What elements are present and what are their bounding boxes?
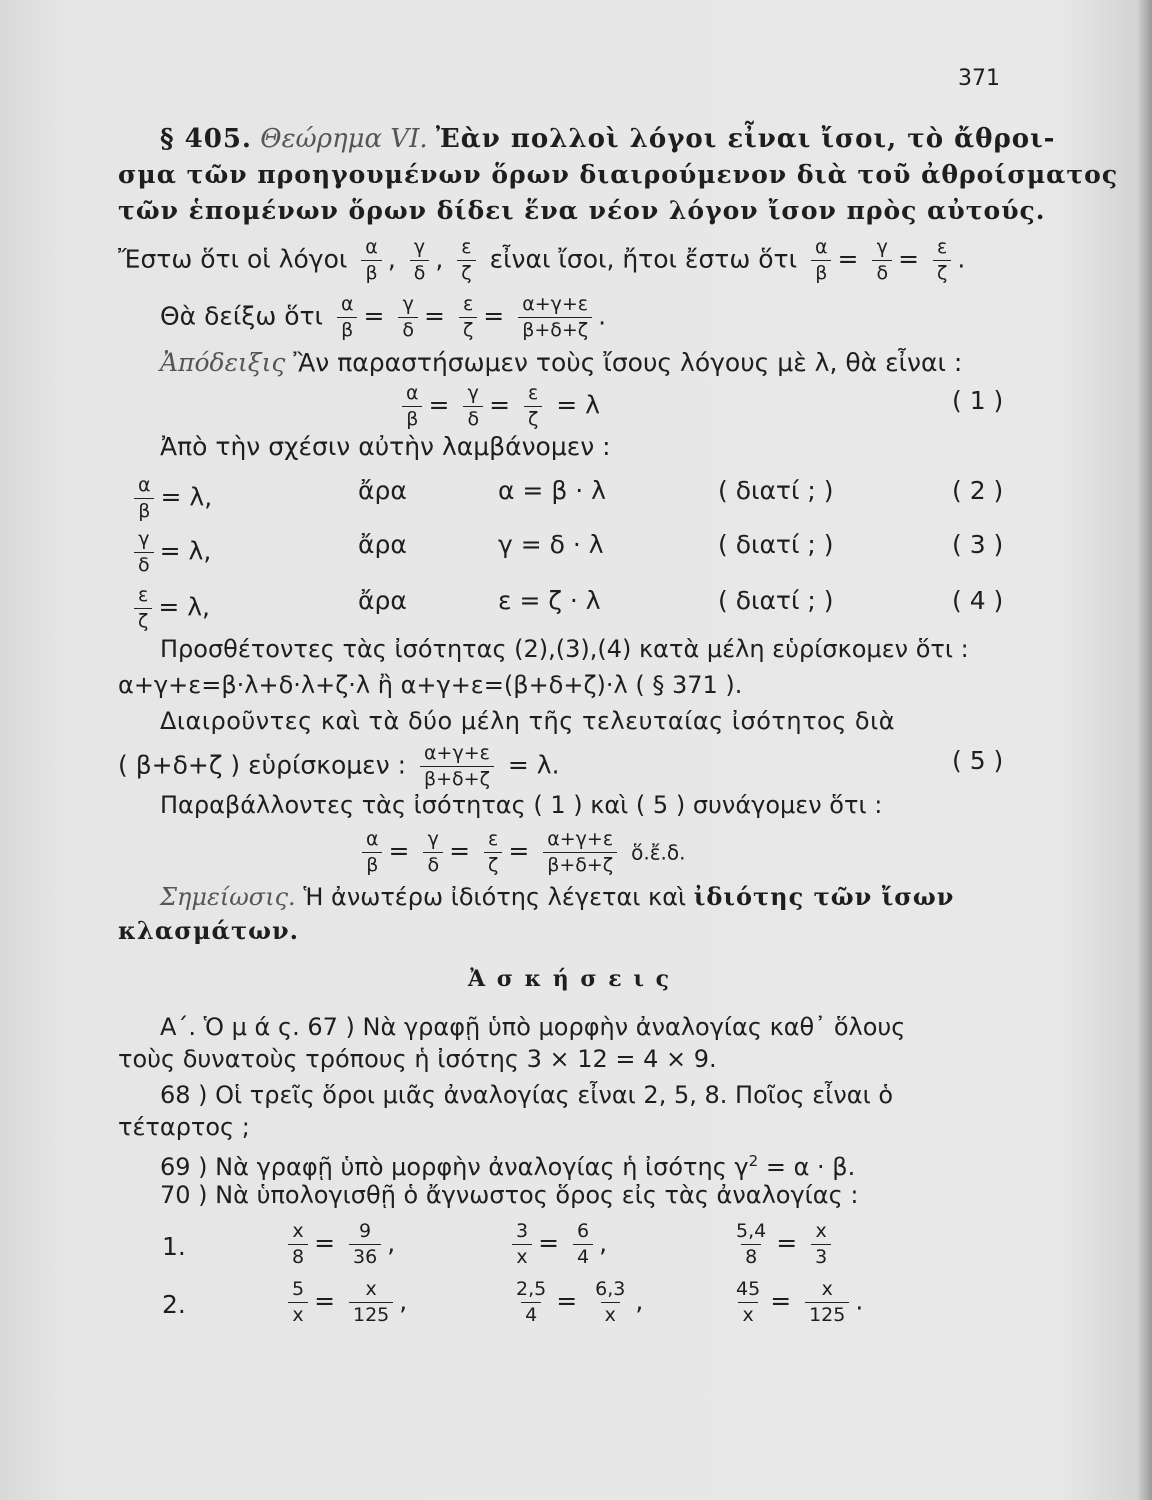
fraction: $\frac{\varepsilon}{\zeta}$ xyxy=(524,384,542,429)
equation-5-tag: ( 5 ) xyxy=(952,746,1004,775)
division-line: ( β+δ+ζ ) εὑρίσκομεν : $\frac{\alpha+\gamma+\varepsilon}{\beta+\delta+\zeta}$ = λ. xyxy=(118,742,560,790)
ara-word: ἄρα xyxy=(358,586,407,615)
fraction: $\frac{\alpha}{\beta}$ xyxy=(402,384,423,429)
fraction: $\frac{2,5}{4}$ xyxy=(516,1278,547,1326)
proof-label: Ἀπόδειξις xyxy=(160,348,286,377)
exercise-group: Α΄. Ὁ μ ά ς. xyxy=(160,1013,300,1041)
why-note: ( διατί ; ) xyxy=(718,476,834,505)
exercise-row-index: 2. xyxy=(162,1290,186,1319)
remark-bold-2: κλασμάτων. xyxy=(118,916,300,945)
fraction: $\frac{\gamma}{\delta}$ xyxy=(872,238,892,283)
fraction: $\frac{\alpha}{\beta}$ xyxy=(134,476,155,521)
exercise-68-cont: τέταρτος ; xyxy=(118,1113,250,1141)
remark-label: Σημείωσις. xyxy=(160,883,296,911)
proportion: $\frac{45}{x}$ = $\frac{x}{125}$ . xyxy=(726,1280,863,1325)
fraction: $\frac{6,3}{x}$ xyxy=(595,1278,626,1326)
hypothesis-mid: εἶναι ἴσοι, ἤτοι ἔστω ὅτι xyxy=(489,244,798,274)
fraction: $\frac{\gamma}{\delta}$ xyxy=(423,830,443,875)
prove-line: Θὰ δείξω ὅτι $\frac{\alpha}{\beta}$ = $\frac{\gamma}{\delta}$ = $\frac{\varepsilon}{\zeta}$ = $\frac{\alpha+\gamma+\varepsilon}{\beta+\delta+\zeta}$ . xyxy=(160,293,607,341)
fraction: $\frac{5}{x}$ xyxy=(288,1280,308,1325)
proof-row: $\frac{\varepsilon}{\zeta}$ = λ, xyxy=(128,586,210,631)
hypothesis-line: Ἔστω ὅτι οἱ λόγοι $\frac{\alpha}{\beta}$ , $\frac{\gamma}{\delta}$ , $\frac{\varepsilon}{\zeta}$ εἶναι ἴσοι, ἤτοι ἔστω ὅτι $\frac{\alpha}{\beta}$ = $\frac{\gamma}{\delta}$ = $\frac{\varepsilon}{\zeta}$ . xyxy=(118,236,966,284)
fraction: $\frac{\alpha}{\beta}$ xyxy=(811,238,832,283)
page-number: 371 xyxy=(958,66,1000,91)
section-number: § 405. xyxy=(160,124,252,154)
exercises-heading: Ἀ σ κ ή σ ε ι ς xyxy=(468,966,672,992)
fraction: $\frac{\varepsilon}{\zeta}$ xyxy=(484,830,502,875)
proportion: $\frac{3}{x}$ = $\frac{6}{4}$ , xyxy=(506,1222,607,1267)
page-edge-shadow xyxy=(1138,0,1152,1500)
theorem-label: Θεώρημα VI. xyxy=(260,124,428,154)
theorem-text-2: σμα τῶν προηγουμένων ὅρων διαιρούμενον διὰ τοῦ ἀθροίσματος xyxy=(118,160,1119,189)
proportion: $\frac{5}{x}$ = $\frac{x}{125}$ , xyxy=(282,1280,407,1325)
division-lead: ( β+δ+ζ ) εὑρίσκομεν : xyxy=(118,750,407,780)
dividing-text: Διαιροῦντες καὶ τὰ δύο μέλη τῆς τελευταίας ἰσότητος διὰ xyxy=(160,707,896,735)
exercise-row-index: 1. xyxy=(162,1232,186,1261)
equation-4-tag: ( 4 ) xyxy=(952,586,1004,615)
fraction: $\frac{\varepsilon}{\zeta}$ xyxy=(457,238,475,283)
remark-text: Ἡ ἀνωτέρω ἰδιότης λέγεται καὶ xyxy=(303,883,687,911)
fraction: $\frac{\gamma}{\delta}$ xyxy=(463,384,483,429)
row-result: α = β · λ xyxy=(498,476,606,505)
fraction: $\frac{9}{36}$ xyxy=(349,1222,381,1267)
adding-text: Προσθέτοντες τὰς ἰσότητας (2),(3),(4) κατὰ μέλη εὑρίσκομεν ὅτι : xyxy=(160,635,969,663)
theorem-text-1: Ἐὰν πολλοὶ λόγοι εἶναι ἴσοι, τὸ ἄθροι- xyxy=(435,124,1056,154)
theorem-line-1 xyxy=(160,124,1055,154)
exercise-67-cont: τοὺς δυνατοὺς τρόπους ἡ ἰσότης 3 × 12 = 4 × 9. xyxy=(118,1045,717,1073)
equation-1-tag: ( 1 ) xyxy=(952,386,1004,415)
fraction: $\frac{\alpha}{\beta}$ xyxy=(361,238,382,283)
fraction: $\frac{45}{x}$ xyxy=(736,1278,761,1326)
fraction: $\frac{3}{x}$ xyxy=(512,1222,532,1267)
fraction: $\frac{\alpha}{\beta}$ xyxy=(337,295,358,340)
equation-2-tag: ( 2 ) xyxy=(952,476,1004,505)
exercise-67: Α΄. Ὁ μ ά ς. 67 ) Νὰ γραφῇ ὑπὸ μορφὴν ἀναλογίας καθ᾽ ὅλους xyxy=(160,1013,906,1041)
fraction: $\frac{x}{125}$ xyxy=(349,1280,393,1325)
theorem-text-3: τῶν ἑπομένων ὅρων δίδει ἕνα νέον λόγον ἴσον πρὸς αὐτούς. xyxy=(118,196,1046,225)
equation-1: $\frac{\alpha}{\beta}$ = $\frac{\gamma}{\delta}$ = $\frac{\varepsilon}{\zeta}$ = λ xyxy=(396,384,600,429)
proportion: $\frac{2,5}{4}$ = $\frac{6,3}{x}$ , xyxy=(506,1280,643,1325)
prove-lead: Θὰ δείξω ὅτι xyxy=(160,301,324,331)
proof-text: Ἂν παραστήσωμεν τοὺς ἴσους λόγους μὲ λ, θὰ εἶναι : xyxy=(293,348,963,377)
fraction: $\frac{\gamma}{\delta}$ xyxy=(398,295,418,340)
remark-line xyxy=(160,882,954,912)
fraction: $\frac{\gamma}{\delta}$ xyxy=(410,238,430,283)
proportion: $\frac{x}{8}$ = $\frac{9}{36}$ , xyxy=(282,1222,395,1267)
remark-bold: ἰδιότης τῶν ἴσων xyxy=(693,882,955,911)
from-relation: Ἀπὸ τὴν σχέσιν αὐτὴν λαμβάνομεν : xyxy=(160,432,611,461)
row-result: γ = δ · λ xyxy=(498,530,604,559)
ara-word: ἄρα xyxy=(358,476,407,505)
fraction: $\frac{\alpha}{\beta}$ xyxy=(362,830,383,875)
fraction: $\frac{\varepsilon}{\zeta}$ xyxy=(134,586,152,631)
exercise-69: 69 ) Νὰ γραφῇ ὑπὸ μορφὴν ἀναλογίας ἡ ἰσότης $\gamma^2 = \alpha \cdot \beta$. xyxy=(160,1152,856,1181)
fraction: $\frac{x}{8}$ xyxy=(288,1222,308,1267)
fraction: $\frac{5,4}{8}$ xyxy=(736,1220,767,1268)
fraction: $\frac{\alpha+\gamma+\varepsilon}{\beta+\delta+\zeta}$ xyxy=(543,830,617,875)
row-result: ε = ζ · λ xyxy=(498,586,601,615)
comparing-text: Παραβάλλοντες τὰς ἰσότητας ( 1 ) καὶ ( 5 ) συνάγομεν ὅτι : xyxy=(160,791,883,819)
fraction: $\frac{\varepsilon}{\zeta}$ xyxy=(459,295,477,340)
proof-row: $\frac{\alpha}{\beta}$ = λ, xyxy=(128,476,212,521)
exercise-70: 70 ) Νὰ ὑπολογισθῇ ὁ ἄγνωστος ὅρος εἰς τὰς ἀναλογίας : xyxy=(160,1181,859,1209)
qed: ὅ.ἔ.δ. xyxy=(631,840,686,865)
hypothesis-lead: Ἔστω ὅτι οἱ λόγοι xyxy=(118,244,348,274)
why-note: ( διατί ; ) xyxy=(718,530,834,559)
proof-row: $\frac{\gamma}{\delta}$ = λ, xyxy=(128,530,211,575)
proportion: $\frac{5,4}{8}$ = $\frac{x}{3}$ xyxy=(726,1222,837,1267)
proof-intro xyxy=(160,348,962,378)
equation-3-tag: ( 3 ) xyxy=(952,530,1004,559)
sum-line: α+γ+ε=β·λ+δ·λ+ζ·λ ἢ α+γ+ε=(β+δ+ζ)·λ ( § 371 ). xyxy=(118,671,743,699)
fraction: $\frac{\alpha+\gamma+\varepsilon}{\beta+\delta+\zeta}$ xyxy=(518,295,592,340)
fraction: $\frac{\varepsilon}{\zeta}$ xyxy=(933,238,951,283)
fraction: $\frac{\gamma}{\delta}$ xyxy=(134,530,154,575)
exercise-68: 68 ) Οἱ τρεῖς ὅροι μιᾶς ἀναλογίας εἶναι 2, 5, 8. Ποῖος εἶναι ὁ xyxy=(160,1081,894,1109)
fraction: $\frac{\alpha+\gamma+\varepsilon}{\beta+\delta+\zeta}$ xyxy=(420,744,494,789)
fraction: $\frac{6}{4}$ xyxy=(573,1222,593,1267)
ara-word: ἄρα xyxy=(358,530,407,559)
fraction: $\frac{x}{3}$ xyxy=(811,1222,831,1267)
why-note: ( διατί ; ) xyxy=(718,586,834,615)
fraction: $\frac{x}{125}$ xyxy=(805,1280,849,1325)
final-equation: $\frac{\alpha}{\beta}$ = $\frac{\gamma}{\delta}$ = $\frac{\varepsilon}{\zeta}$ = $\frac{\alpha+\gamma+\varepsilon}{\beta+\delta+\zeta}$ ὅ.ἔ.δ. xyxy=(356,830,685,875)
